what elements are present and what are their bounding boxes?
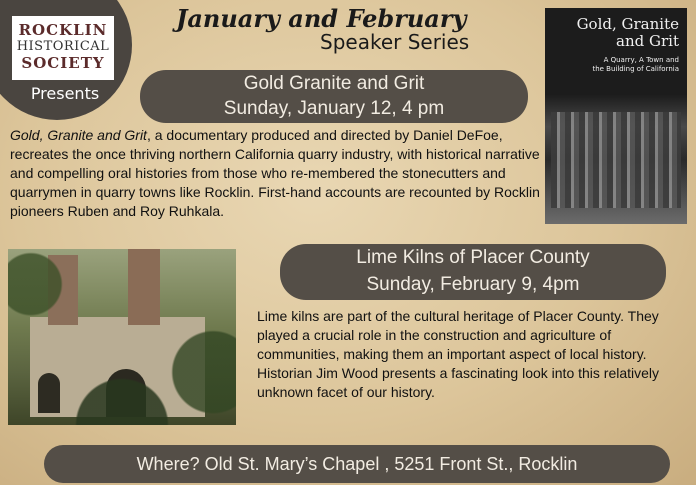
society-logo <box>12 16 114 80</box>
logo-line-rocklin: ROCKLIN <box>18 21 108 39</box>
logo-line-historical: HISTORICAL <box>16 39 110 54</box>
logo-line-society: SOCIETY <box>21 54 105 72</box>
event2-title: Lime Kilns of Placer County <box>356 247 590 268</box>
page-title: January and February <box>176 4 467 33</box>
book-title-line1: Gold, Granite <box>576 15 679 33</box>
book-subtitle-line1: A Quarry, A Town and <box>603 56 679 64</box>
event1-date: Sunday, January 12, 4 pm <box>223 98 445 119</box>
event1-description <box>10 126 540 221</box>
event1-title: Gold Granite and Grit <box>243 73 425 94</box>
book-cover-image <box>545 8 687 224</box>
event1-banner <box>140 70 528 123</box>
book-subtitle-line2: the Building of California <box>592 65 679 73</box>
book-cover-photo <box>551 112 681 208</box>
page-subtitle: Speaker Series <box>320 30 470 54</box>
location-banner: Where? Old St. Mary’s Chapel , 5251 Front St., Rocklin <box>44 445 670 483</box>
event1-description-text: , a documentary produced and directed by Daniel DeFoe, recreates the once thriving northern California quarry industry, with historical narrative and compelling oral histories from those who re-membered the stonecutters and quarrymen in quarry towns like Rocklin. First-hand accounts are recounted by Rocklin pioneers Ruben and Roy Ruhkala. <box>10 127 540 219</box>
presents-label: Presents <box>30 84 100 103</box>
event2-date: Sunday, February 9, 4pm <box>366 274 580 295</box>
lime-kiln-photo <box>8 249 236 425</box>
event1-film-title: Gold, Granite and Grit <box>10 127 147 143</box>
book-title-line2: and Grit <box>616 32 679 50</box>
event2-banner <box>280 244 666 300</box>
event2-description: Lime kilns are part of the cultural heritage of Placer County. They played a crucial role in the construction and agriculture of communities, making them an important aspect of local history. Historian Jim Wood presents a fascinating look into this relatively unknown facet of our history. <box>257 308 660 400</box>
